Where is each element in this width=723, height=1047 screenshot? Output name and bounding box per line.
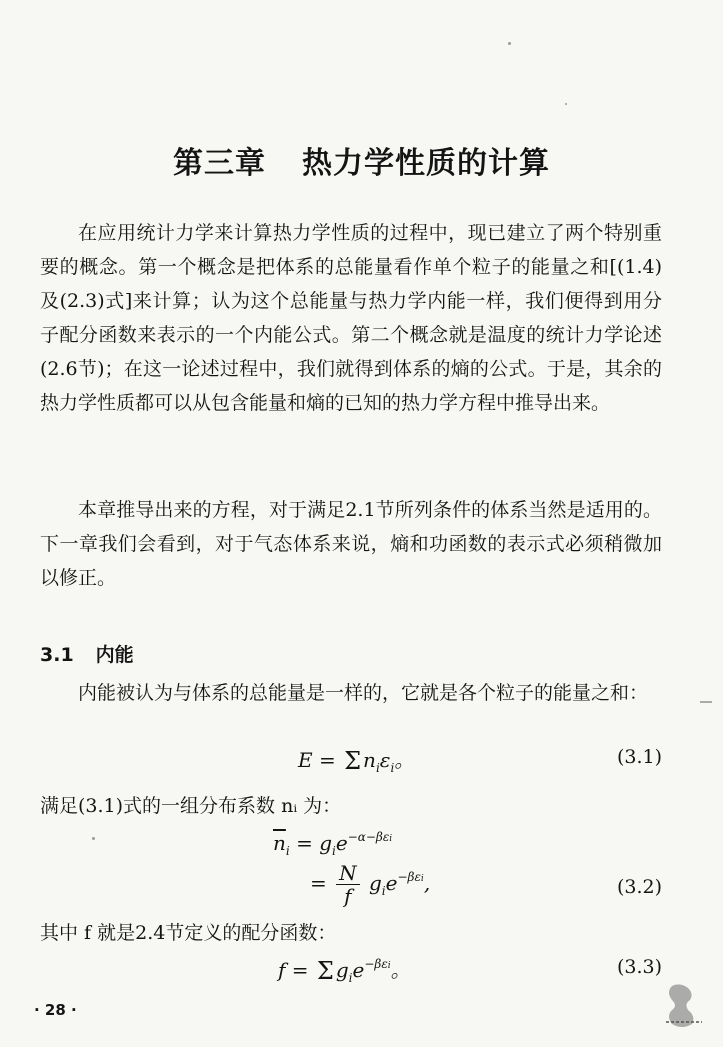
section-intro: 内能被认为与体系的总能量是一样的，它就是各个粒子的能量之和： — [78, 682, 649, 704]
section-number: 3.1 — [40, 644, 74, 666]
equation-3-3 — [40, 952, 662, 992]
equation-body: $\overline{n}_i = g_ie^{-\alpha-\beta\varepsilon i}$ — [273, 830, 393, 858]
equation-number: (3.2) — [616, 876, 662, 898]
equation-3-2-line1 — [40, 826, 662, 866]
chapter-number: 第三章 — [173, 146, 266, 181]
equation-body: = $\frac{N}{f}$ $g_ie^{-\beta\varepsilon i}$, — [310, 861, 431, 908]
chapter-title-text: 热力学性质的计算 — [302, 146, 550, 181]
equation-body: f = Σ $g_ie^{-\beta\varepsilon i}$。 — [278, 957, 411, 985]
paragraph-2: 本章推导出来的方程，对于满足2.1节所列条件的体系当然是适用的。下一章我们会看到，对于气态体系来说，熵和功函数的表示式必须稍微加以修正。 — [40, 499, 662, 589]
corner-stamp-smudge — [662, 978, 708, 1032]
equation-3-2-line2 — [40, 862, 662, 912]
equation-number: (3.1) — [616, 746, 662, 768]
speck — [565, 103, 567, 105]
paragraph-1: 在应用统计力学来计算热力学性质的过程中，现已建立了两个特别重要的概念。第一个概念是把体系的总能量看作单个粒子的能量之和[(1.4)及(2.3)式]来计算；认为这个总能量与热力学内能一样，我们便得到用分子配分函数来表示的一个内能公式。第二个概念就是温度的统计力学论述(2.6节)；在这一论述过程中，我们就得到体系的熵的公式。于是，其余的热力学性质都可以从包含能量和熵的已知的热力学方程中推导出来。 — [40, 222, 662, 414]
text-after-eq2: 其中 f 就是2.4节定义的配分函数： — [40, 922, 337, 944]
speck — [508, 42, 511, 45]
section-heading — [40, 640, 134, 667]
equation-number: (3.3) — [616, 956, 662, 978]
chapter-title — [0, 138, 723, 182]
text-after-eq1: 满足(3.1)式的一组分布系数 nᵢ 为： — [40, 795, 342, 817]
margin-dash — [700, 701, 712, 703]
equation-body: E = Σ $n_i\varepsilon_i$。 — [298, 747, 415, 775]
equation-3-1 — [40, 740, 662, 780]
page-number: · 28 · — [34, 1001, 77, 1019]
section-title: 内能 — [95, 644, 134, 666]
